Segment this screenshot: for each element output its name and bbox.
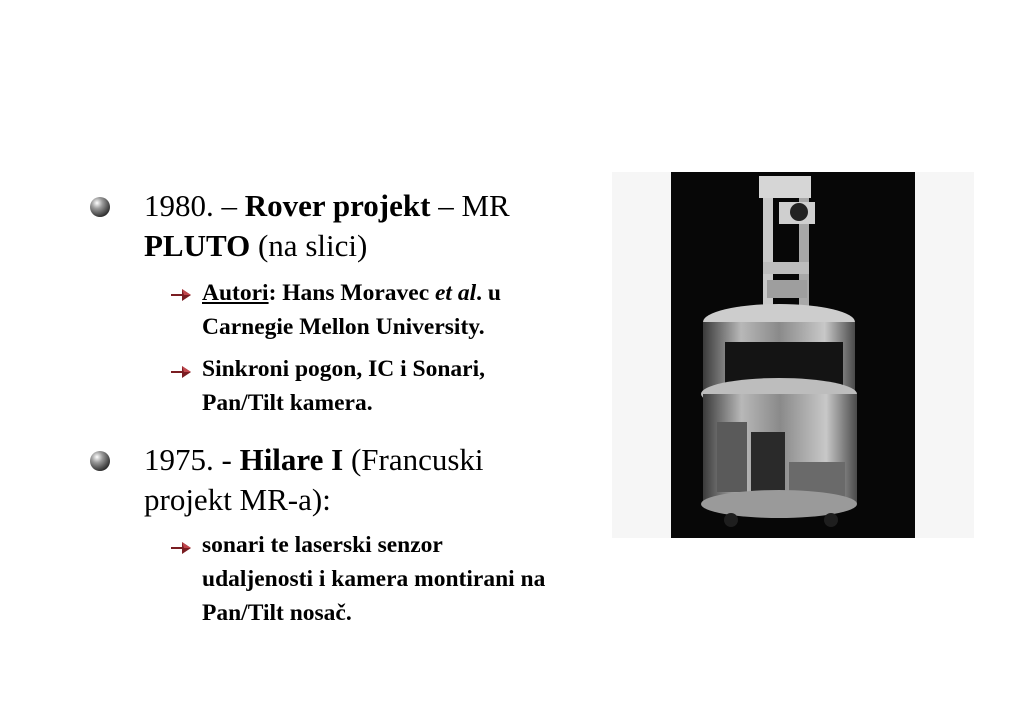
sub-1-2-line-1: Sinkroni pogon, IC i Sonari, bbox=[202, 356, 485, 382]
robot-illustration bbox=[671, 172, 915, 538]
bullet-2-line-1: 1975. - Hilare I (Francuski bbox=[144, 442, 484, 477]
pluto-title: PLUTO bbox=[144, 228, 251, 263]
arrow-bullet-icon bbox=[170, 285, 192, 301]
sub-2-1-line-3: Pan/Tilt nosač. bbox=[202, 600, 352, 626]
sub-1-2-line-2: Pan/Tilt kamera. bbox=[202, 390, 373, 416]
hilare-title: Hilare I bbox=[239, 442, 344, 477]
sub-2-1-line-1: sonari te laserski senzor bbox=[202, 532, 443, 558]
rover-projekt-title: Rover projekt bbox=[244, 188, 431, 223]
arrow-bullet-icon bbox=[170, 538, 192, 554]
robot-pluto-photo bbox=[671, 172, 915, 538]
bullet-2-line-2: projekt MR-a): bbox=[144, 482, 331, 517]
sub-2-1-line-2: udaljenosti i kamera montirani na bbox=[202, 566, 546, 592]
sphere-bullet-icon bbox=[88, 449, 112, 473]
bullet-1-line-1: 1980. – Rover projekt – MR bbox=[144, 188, 510, 223]
autori-label: Autori bbox=[202, 280, 269, 306]
bullet-1-line-2: PLUTO (na slici) bbox=[144, 228, 368, 263]
arrow-bullet-icon bbox=[170, 362, 192, 378]
sphere-bullet-icon bbox=[88, 195, 112, 219]
sub-1-1-line-2: Carnegie Mellon University. bbox=[202, 314, 485, 340]
sub-1-1-line-1: Autori: Hans Moravec et al. u bbox=[202, 280, 501, 306]
